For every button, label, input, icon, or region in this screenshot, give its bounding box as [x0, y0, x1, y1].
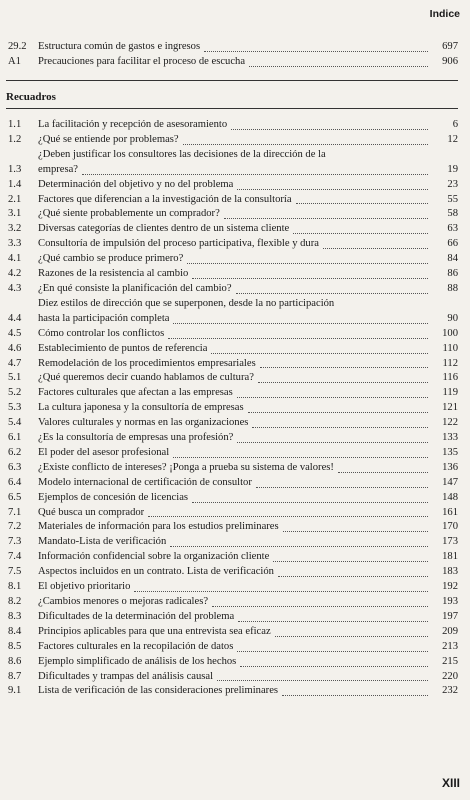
toc-entry[interactable]	[6, 327, 458, 342]
dot-leader	[252, 427, 428, 428]
entry-title: La cultura japonesa y la consultoría de empresas	[38, 402, 244, 414]
entry-number: 5.4	[8, 417, 22, 429]
entry-page: 173	[442, 536, 458, 548]
entry-page: 906	[442, 55, 458, 67]
entry-page: 110	[442, 342, 458, 354]
dot-leader	[237, 651, 428, 652]
entry-number: 8.7	[8, 670, 22, 682]
dot-leader	[192, 502, 428, 503]
entry-number: 3.1	[8, 208, 22, 220]
toc-entry[interactable]	[6, 207, 458, 222]
toc-entry[interactable]	[6, 446, 458, 461]
toc-entry[interactable]	[6, 580, 458, 595]
entry-title: Estructura común de gastos e ingresos	[38, 41, 201, 52]
entry-title: Aspectos incluidos en un contrato. Lista de verificación	[38, 566, 274, 578]
entry-title: Consultoría de impulsión del proceso participativa, flexible y dura	[38, 238, 319, 250]
entry-page: 23	[447, 178, 458, 190]
entry-page: 19	[447, 163, 458, 175]
entry-page: 121	[442, 402, 458, 414]
entry-title: El objetivo prioritario	[38, 581, 131, 593]
entry-page: 192	[442, 581, 458, 593]
toc-entry[interactable]	[6, 491, 458, 506]
entry-number: 7.5	[8, 566, 22, 578]
entry-number: 7.2	[8, 521, 22, 533]
dot-leader	[237, 189, 428, 190]
dot-leader	[173, 323, 428, 324]
entry-title: Establecimiento de puntos de referencia	[38, 342, 208, 354]
entry-number: 1.3	[8, 163, 22, 175]
entry-page: 66	[447, 238, 458, 250]
entry-title: Remodelación de los procedimientos empresariales	[38, 357, 256, 369]
entry-title: Ejemplos de concesión de licencias	[38, 491, 189, 503]
toc-entry[interactable]	[6, 431, 458, 446]
dot-leader	[170, 546, 428, 547]
entry-number: 8.1	[8, 581, 22, 593]
entry-title: ¿Qué siente probablemente un comprador?	[38, 208, 220, 220]
entry-title: Diversas categorías de clientes dentro de un sistema cliente	[38, 223, 290, 235]
entry-page: 84	[447, 253, 458, 265]
toc-entry[interactable]	[6, 386, 458, 401]
toc-entry[interactable]	[6, 222, 458, 237]
entry-title: Cómo controlar los conflictos	[38, 327, 165, 339]
entry-page: 197	[442, 610, 458, 622]
entry-number: 8.5	[8, 640, 22, 652]
dot-leader	[248, 412, 428, 413]
entry-number: 2.1	[8, 193, 22, 205]
dot-leader	[278, 576, 428, 577]
entry-title: Principios aplicables para que una entrevista sea eficaz	[38, 625, 271, 637]
toc-top-list	[6, 40, 458, 70]
entry-title: ¿Qué cambio se produce primero?	[38, 253, 184, 265]
entry-title: Razones de la resistencia al cambio	[38, 268, 189, 280]
dot-leader	[275, 636, 428, 637]
entry-number: 29.2	[8, 41, 27, 52]
entry-title: Determinación del objetivo y no del problema	[38, 178, 234, 190]
toc-entry[interactable]	[6, 550, 458, 565]
entry-number: 4.6	[8, 342, 22, 354]
dot-leader	[148, 516, 428, 517]
toc-entry[interactable]	[6, 282, 458, 297]
entry-title: Factores culturales que afectan a las empresas	[38, 387, 233, 399]
dot-leader	[173, 457, 428, 458]
dot-leader	[323, 248, 428, 249]
entry-page: 116	[442, 372, 458, 384]
entry-title: ¿En qué consiste la planificación del cambio?	[38, 282, 232, 294]
entry-title: Materiales de información para los estudios preliminares	[38, 521, 279, 533]
page-folio: XIII	[441, 776, 460, 790]
toc-entry[interactable]	[6, 40, 458, 55]
entry-number: 6.5	[8, 491, 22, 503]
entry-number: 4.4	[8, 312, 22, 324]
entry-page: 220	[442, 670, 458, 682]
dot-leader	[236, 293, 428, 294]
toc-entry[interactable]	[6, 684, 458, 699]
entry-number: 3.3	[8, 238, 22, 250]
toc-entry[interactable]	[6, 148, 458, 178]
entry-page: 209	[442, 625, 458, 637]
dot-leader	[187, 263, 428, 264]
dot-leader	[211, 353, 428, 354]
entry-page: 133	[442, 432, 458, 444]
entry-page: 181	[442, 551, 458, 563]
entry-page: 232	[442, 685, 458, 697]
dot-leader	[260, 367, 428, 368]
dot-leader	[237, 397, 428, 398]
entry-page: 6	[452, 119, 458, 130]
dot-leader	[224, 218, 428, 219]
toc-entry[interactable]	[6, 595, 458, 610]
entry-number: 5.2	[8, 387, 22, 399]
entry-number: 3.2	[8, 223, 22, 235]
entry-number: 6.1	[8, 432, 22, 444]
entry-number: 6.4	[8, 476, 22, 488]
toc-entry[interactable]	[6, 178, 458, 193]
toc-main-list	[6, 118, 458, 699]
entry-number: 1.2	[8, 133, 22, 145]
entry-page: 147	[442, 476, 458, 488]
entry-title: Precauciones para facilitar el proceso de escucha	[38, 55, 246, 67]
entry-number: 4.7	[8, 357, 22, 369]
dot-leader	[293, 233, 428, 234]
entry-title-continuation: hasta la participación completa	[38, 312, 170, 324]
toc-entry[interactable]	[6, 535, 458, 550]
entry-page: 88	[447, 282, 458, 294]
toc-entry[interactable]	[6, 625, 458, 640]
dot-leader	[237, 442, 428, 443]
entry-number: 7.1	[8, 506, 22, 518]
toc-entry[interactable]	[6, 133, 458, 148]
dot-leader	[256, 487, 428, 488]
entry-number: 4.5	[8, 327, 22, 339]
entry-number: 8.6	[8, 655, 22, 667]
toc-entry[interactable]	[6, 297, 458, 327]
toc-entry[interactable]	[6, 55, 458, 70]
entry-title: Diez estilos de dirección que se superponen, desde la no participación	[38, 297, 335, 309]
entry-page: 148	[442, 491, 458, 503]
entry-number: 5.1	[8, 372, 22, 384]
entry-number: 7.4	[8, 551, 22, 563]
entry-page: 58	[447, 208, 458, 220]
entry-title: ¿Es la consultoría de empresas una profesión?	[38, 432, 234, 444]
entry-page: 183	[442, 566, 458, 578]
entry-title: ¿Qué se entiende por problemas?	[38, 133, 179, 145]
dot-leader	[231, 129, 428, 130]
entry-number: A1	[8, 55, 21, 67]
entry-number: 9.1	[8, 685, 22, 697]
entry-title: Dificultades y trampas del análisis causal	[38, 670, 214, 682]
entry-number: 8.2	[8, 596, 22, 607]
entry-number: 6.2	[8, 446, 22, 458]
dot-leader	[204, 51, 428, 52]
entry-title: Modelo internacional de certificación de consultor	[38, 476, 252, 488]
section-heading: Recuadros	[6, 91, 56, 103]
dot-leader	[258, 382, 428, 383]
entry-page: 213	[442, 640, 458, 652]
dot-leader	[273, 561, 428, 562]
entry-page: 86	[447, 268, 458, 280]
dot-leader	[212, 606, 428, 607]
toc-entry[interactable]	[6, 476, 458, 491]
dot-leader	[168, 338, 428, 339]
toc-entry[interactable]	[6, 401, 458, 416]
entry-number: 1.1	[8, 119, 22, 130]
toc-entry[interactable]	[6, 461, 458, 476]
entry-title: Dificultades de la determinación del problema	[38, 610, 235, 622]
toc-entry[interactable]	[6, 193, 458, 208]
entry-page: 12	[447, 133, 458, 145]
entry-number: 4.2	[8, 268, 22, 280]
toc-entry[interactable]	[6, 252, 458, 267]
entry-page: 55	[447, 193, 458, 205]
entry-page: 136	[442, 461, 458, 473]
toc-entry[interactable]	[6, 267, 458, 282]
dot-leader	[134, 591, 428, 592]
dot-leader	[249, 66, 428, 67]
toc-entry[interactable]	[6, 416, 458, 431]
toc-entry[interactable]	[6, 520, 458, 535]
dot-leader	[240, 666, 428, 667]
entry-title: Factores que diferencian a la investigación de la consultoría	[38, 193, 292, 205]
entry-page: 215	[442, 655, 458, 667]
entry-page: 161	[442, 506, 458, 518]
entry-title: ¿Existe conflicto de intereses? ¡Ponga a prueba su sistema de valores!	[38, 461, 334, 473]
entry-page: 112	[442, 357, 458, 369]
dot-leader	[192, 278, 428, 279]
toc-entry[interactable]	[6, 610, 458, 625]
toc-entry[interactable]	[6, 655, 458, 670]
entry-page: 63	[447, 223, 458, 235]
dot-leader	[217, 680, 428, 681]
section-rule-top	[6, 80, 458, 81]
entry-number: 4.3	[8, 282, 22, 294]
entry-page: 170	[442, 521, 458, 533]
entry-title: La facilitación y recepción de asesoramiento	[38, 119, 228, 130]
toc-entry[interactable]	[6, 640, 458, 655]
entry-page: 193	[442, 596, 458, 607]
entry-number: 1.4	[8, 178, 22, 190]
entry-page: 135	[442, 446, 458, 458]
dot-leader	[183, 144, 428, 145]
dot-leader	[82, 174, 428, 175]
toc-entry[interactable]	[6, 670, 458, 685]
toc-entry[interactable]	[6, 371, 458, 386]
toc-entry[interactable]	[6, 357, 458, 372]
toc-entry[interactable]	[6, 506, 458, 521]
dot-leader	[283, 531, 428, 532]
entry-page: 122	[442, 417, 458, 429]
section-rule-bottom	[6, 108, 458, 109]
toc-entry[interactable]	[6, 118, 458, 133]
entry-title: Mandato-Lista de verificación	[38, 536, 167, 548]
entry-number: 8.3	[8, 610, 22, 622]
entry-title-continuation: empresa?	[38, 163, 78, 175]
entry-number: 7.3	[8, 536, 22, 548]
entry-title: ¿Qué queremos decir cuando hablamos de cultura?	[38, 372, 254, 384]
entry-page: 119	[442, 387, 458, 399]
entry-page: 697	[442, 41, 458, 52]
entry-title: El poder del asesor profesional	[38, 446, 170, 458]
entry-page: 100	[442, 327, 458, 339]
dot-leader	[238, 621, 428, 622]
entry-page: 90	[447, 312, 458, 324]
running-head: Indice	[429, 8, 460, 20]
entry-title: Valores culturales y normas en las organizaciones	[38, 417, 249, 429]
entry-title: ¿Deben justificar los consultores las decisiones de la dirección de la	[38, 148, 326, 160]
entry-title: Información confidencial sobre la organización cliente	[38, 551, 270, 563]
entry-number: 8.4	[8, 625, 22, 637]
entry-number: 4.1	[8, 253, 22, 265]
entry-title: ¿Cambios menores o mejoras radicales?	[38, 596, 209, 607]
dot-leader	[296, 203, 428, 204]
dot-leader	[338, 472, 428, 473]
entry-number: 5.3	[8, 402, 22, 414]
entry-title: Lista de verificación de las consideraciones preliminares	[38, 685, 279, 697]
entry-title: Ejemplo simplificado de análisis de los hechos	[38, 655, 237, 667]
entry-number: 6.3	[8, 461, 22, 473]
toc-entry[interactable]	[6, 342, 458, 357]
dot-leader	[282, 695, 428, 696]
toc-entry[interactable]	[6, 565, 458, 580]
entry-title: Factores culturales en la recopilación de datos	[38, 640, 234, 652]
toc-entry[interactable]	[6, 237, 458, 252]
entry-title: Qué busca un comprador	[38, 506, 145, 518]
